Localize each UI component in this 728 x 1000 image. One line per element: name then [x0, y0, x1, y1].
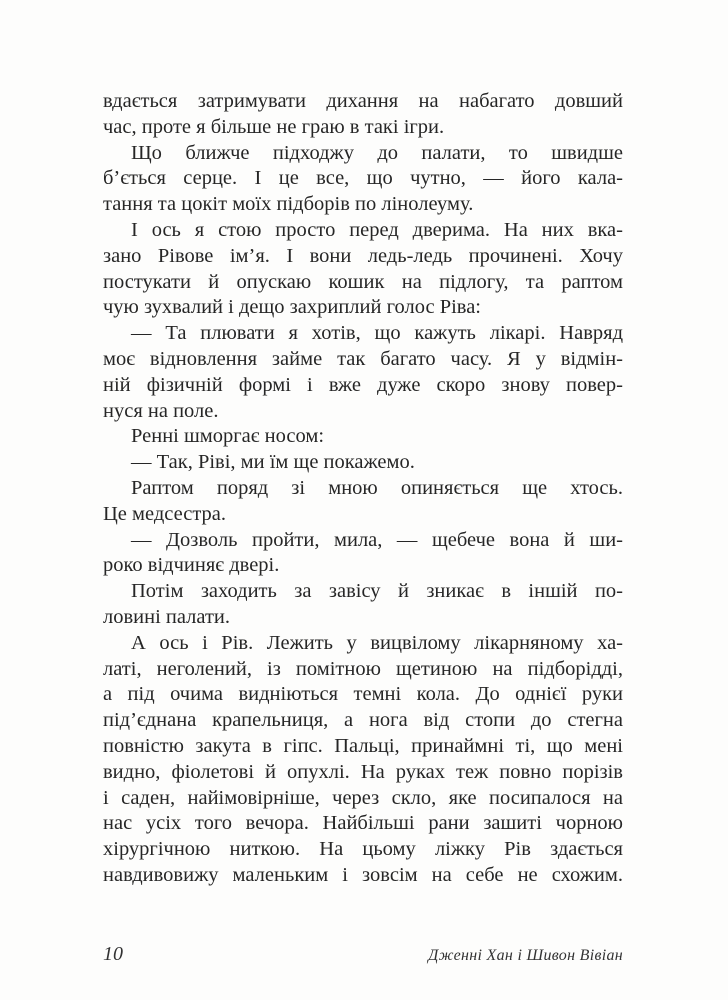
text-line: Потім заходить за завісу й зникає в іншій по- [131, 580, 623, 603]
text-line: тання та цокіт моїх підборів по лінолеуму. [103, 193, 474, 216]
text-line: хірургічною ниткою. На цьому ліжку Рів здається [103, 838, 623, 861]
body-text [103, 89, 623, 889]
page-footer [103, 943, 623, 966]
text-line: під’єднана крапельниця, а нога від стопи до стегна [103, 709, 623, 732]
text-line: час, проте я більше не граю в такі ігри. [103, 115, 445, 138]
text-line: навдивовижу маленьким і зовсім на себе не схожим. [103, 863, 623, 886]
text-line: І ось я стою просто перед дверима. На них вка- [131, 218, 623, 241]
text-line: а під очима видніються темні кола. До однієї руки [103, 683, 623, 706]
text-line: — Та плювати я хотів, що кажуть лікарі. Навряд [131, 322, 623, 345]
running-footer-authors: Дженні Хан і Шивон Вівіан [428, 947, 623, 964]
text-line: Це медсестра. [103, 502, 226, 525]
text-line: повністю закута в гіпс. Пальці, принаймні ті, що мені [103, 734, 623, 757]
text-line: Раптом поряд зі мною опиняється ще хтось. [131, 476, 623, 499]
text-line: постукати й опускаю кошик на підлогу, та раптом [103, 270, 623, 293]
text-line: б’ється серце. І це все, що чутно, — його кала- [103, 167, 623, 190]
text-line: ловині палати. [103, 605, 231, 628]
text-line: моє відновлення займе так багато часу. Я у відмін- [103, 347, 623, 370]
text-line: зано Рівове ім’я. І вони ледь-ледь прочинені. Хочу [103, 244, 623, 267]
text-line: латі, неголений, із помітною щетиною на підборідді, [103, 657, 623, 680]
text-line: — Дозволь пройти, мила, — щебече вона й ши- [131, 528, 623, 551]
text-line: — Так, Ріві, ми їм ще покажемо. [131, 451, 415, 474]
text-line: нас усіх того вечора. Найбільші рани зашиті чорною [103, 812, 623, 835]
text-line: Ренні шморгає носом: [131, 425, 325, 448]
text-line: роко відчиняє двері. [103, 554, 280, 577]
text-line: і саден, найімовірніше, через скло, яке посипалося на [103, 786, 623, 809]
text-line: вдається затримувати дихання на набагато довший [103, 90, 623, 112]
text-line: А ось і Рів. Лежить у вицвілому лікарняному ха- [131, 631, 623, 654]
text-line: видно, фіолетові й опухлі. На руках теж повно порізів [103, 760, 623, 783]
text-line: чую зухвалий і дещо захриплий голос Ріва: [103, 296, 481, 319]
page-number: 10 [103, 943, 123, 965]
text-line: ній фізичній формі і вже дуже скоро знову повер- [103, 373, 623, 396]
text-line: нуся на поле. [103, 399, 219, 422]
text-line: Що ближче підходжу до палати, то швидше [131, 141, 623, 164]
